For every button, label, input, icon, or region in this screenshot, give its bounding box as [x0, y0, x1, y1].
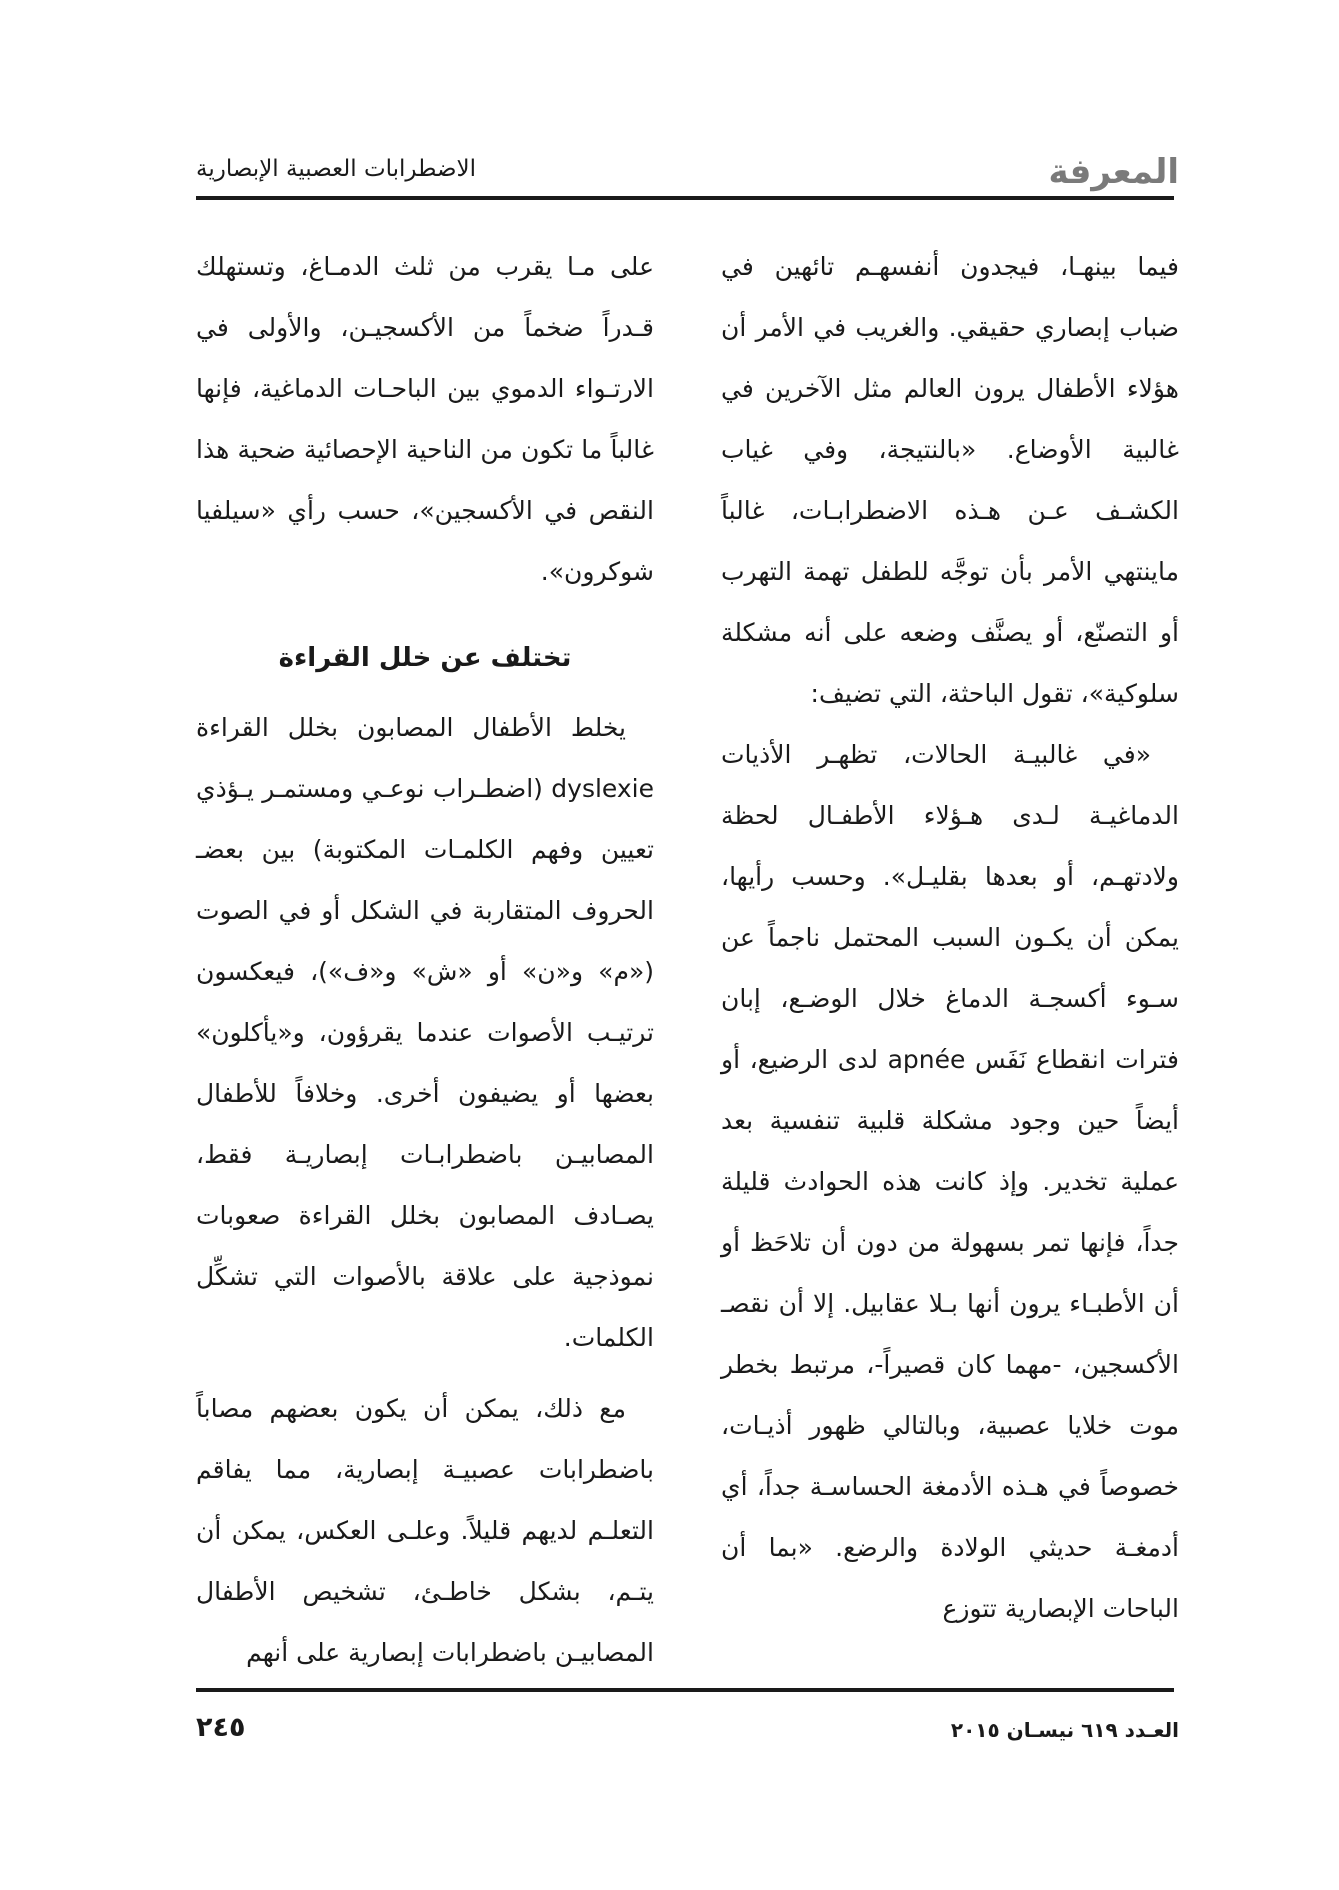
paragraph: يخلط الأطفال المصابون بخلل القراءة dyslexie (اضطـراب نوعـي ومستمـر يـؤذي تعيين وفهم الكلمـات المكتوبة) بين بعضـ الحروف المتقاربة في الشكل أو في الصوت («م» و«ن» أو «ش» و«ف»)، فيعكسون ترتيـب الأصوات عندما يقرؤون، و«يأكلون» بعضها أو يضيفون أخرى. وخلافاً للأطفال المصابيـن باضطرابـات إبصاريـة فقط، يصـادف المصابون بخلل القراءة صعوبات نموذجية على علاقة بالأصوات التي تشكِّل الكلمات.	[196, 713, 654, 1352]
magazine-logo: المعرفة	[1048, 152, 1179, 192]
left-text-column	[196, 236, 654, 1683]
footer-divider	[196, 1688, 1174, 1692]
paragraph: مع ذلك، يمكن أن يكون بعضهم مصاباً باضطرابات عصبيـة إبصارية، مما يفاقم التعلـم لديهم قليلاً. وعلـى العكس، يمكن أن يتـم، بشكل خاطـئ، تشخيص الأطفال المصابيـن باضطرابات إبصارية على أنهم	[196, 1394, 654, 1667]
header-divider	[196, 196, 1174, 200]
page-number: ٢٤٥	[196, 1712, 246, 1743]
paragraph: على مـا يقرب من ثلث الدمـاغ، وتستهلك قـدراً ضخماً من الأكسجيـن، والأولى في الارتـواء الدموي بين الباحـات الدماغية، فإنها غالباً ما تكون من الناحية الإحصائية ضحية هذا النقص في الأكسجين»، حسب رأي «سيلفيا شوكرون».	[196, 252, 654, 586]
section-subheading: تختلف عن خلل القراءة	[278, 643, 572, 673]
right-text-column	[721, 236, 1179, 1639]
paragraph: فيما بينهـا، فيجدون أنفسهـم تائهين في ضباب إبصاري حقيقي. والغريب في الأمر أن هؤلاء الأطفال يرون العالم مثل الآخرين في غالبية الأوضاع. «بالنتيجة، وفي غياب الكشـف عـن هـذه الاضطرابـات، غالباً ماينتهي الأمر بأن توجَّه للطفل تهمة التهرب أو التصنّع، أو يصنَّف وضعه على أنه مشكلة سلوكية»، تقول الباحثة، التي تضيف:	[721, 252, 1179, 708]
article-running-title: الاضطرابات العصبية الإبصارية	[196, 156, 477, 182]
issue-info: العـدد ٦١٩ نيسـان ٢٠١٥	[950, 1718, 1179, 1742]
paragraph: «في غالبيـة الحالات، تظهـر الأذيات الدماغيـة لـدى هـؤلاء الأطفـال لحظة ولادتهـم، أو بعدها بقليـل». وحسب رأيها، يمكن أن يكـون السبب المحتمل ناجماً عن سـوء أكسجـة الدماغ خلال الوضـع، إبان فترات انقطاع نَفَس apnée لدى الرضيع، أو أيضاً حين وجود مشكلة قلبية تنفسية بعد عملية تخدير. وإذ كانت هذه الحوادث قليلة جداً، فإنها تمر بسهولة من دون أن تلاحَظ أو أن الأطبـاء يرون أنها بـلا عقابيل. إلا أن نقصـ الأكسجين، -مهما كان قصيراً-، مرتبط بخطر موت خلايا عصبية، وبالتالي ظهور أذيـات، خصوصاً في هـذه الأدمغة الحساسـة جداً، أي أدمغـة حديثي الولادة والرضع. «بما أن الباحات الإبصارية تتوزع	[721, 740, 1179, 1623]
